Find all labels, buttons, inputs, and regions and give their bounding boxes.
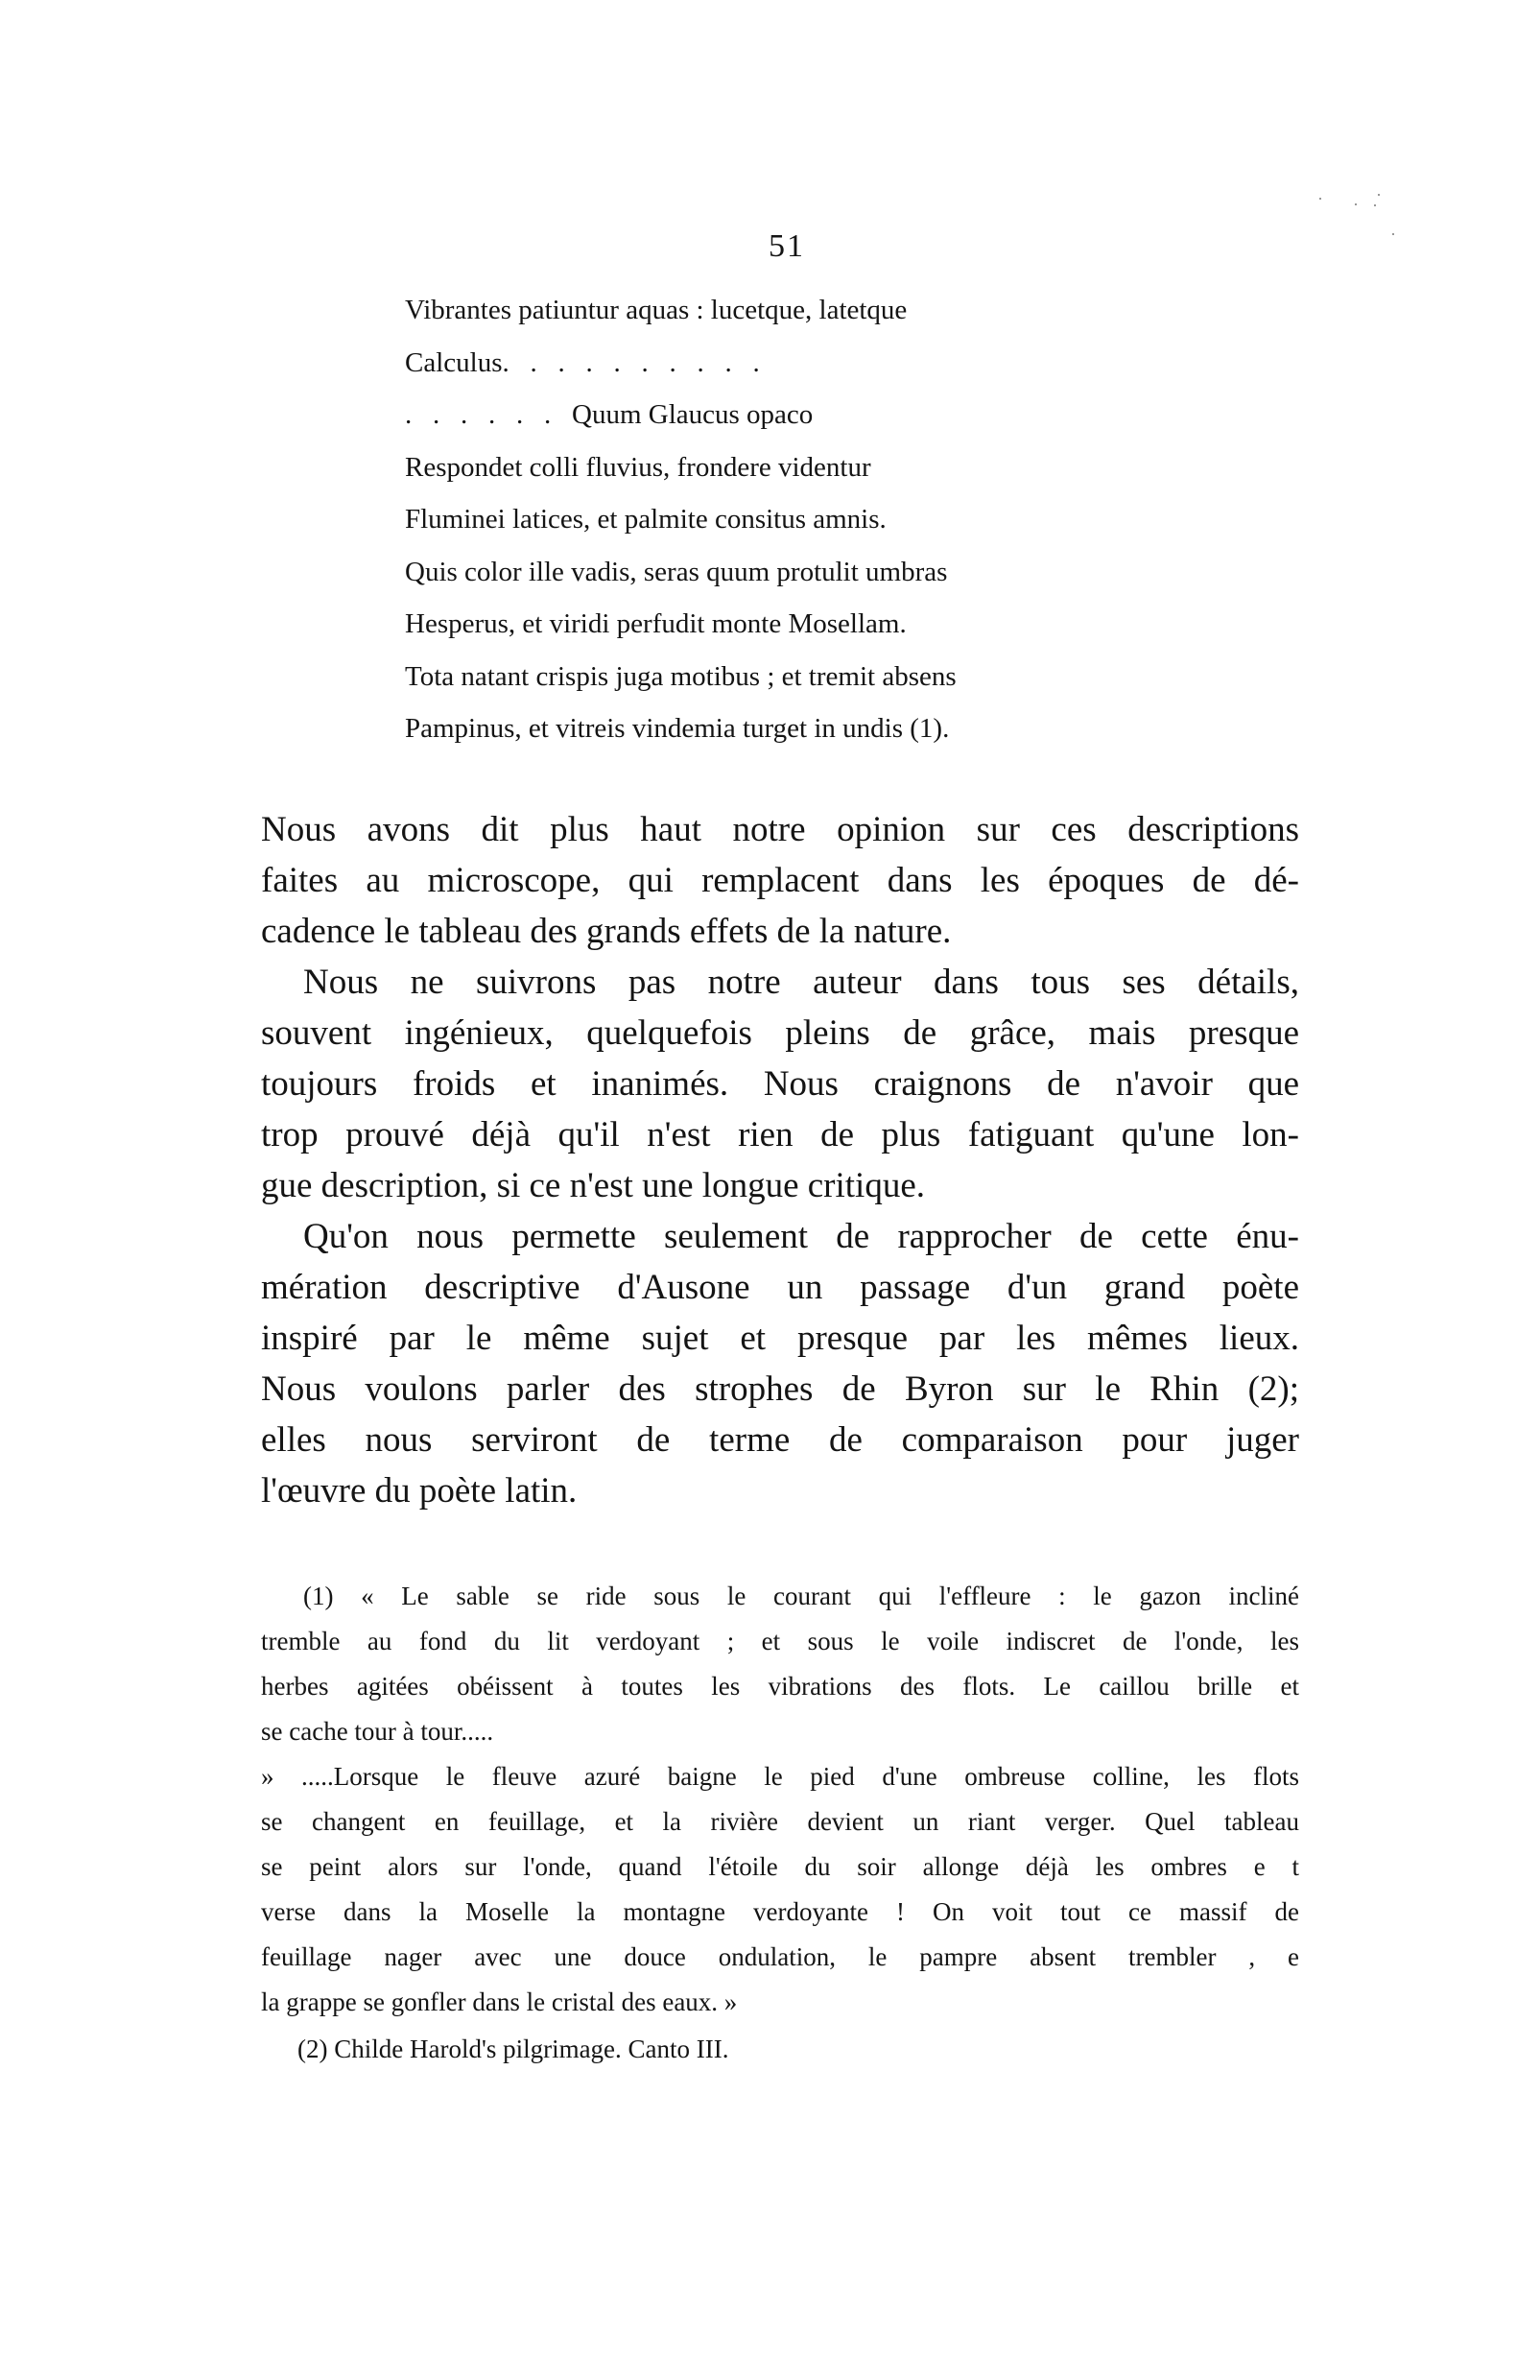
footnotes <box>261 1574 1299 2072</box>
footnote-line: se peint alors sur l'onde, quand l'étoile du soir allonge déjà les ombres e t <box>261 1852 1299 1881</box>
footnote-line: la grappe se gonfler dans le cristal des eaux. » <box>261 1987 738 2016</box>
footnote-line: (1) « Le sable se ride sous le courant qui l'effleure : le gazon incliné <box>303 1582 1299 1610</box>
text-line: Qu'on nous permette seulement de rapprocher de cette énu- <box>303 1217 1299 1256</box>
text-line: Nous voulons parler des strophes de Byron sur le Rhin (2); <box>261 1369 1299 1409</box>
paragraph-1 <box>261 804 1299 957</box>
scan-speck <box>1355 203 1357 205</box>
footnote-line: tremble au fond du lit verdoyant ; et sous le voile indiscret de l'onde, les <box>261 1627 1299 1655</box>
main-text <box>261 804 1299 1516</box>
text-line: mération descriptive d'Ausone un passage d'un grand poète <box>261 1268 1299 1307</box>
scan-speck <box>1378 194 1380 196</box>
verse-line: Calculus. . . . . . . . . . <box>405 346 760 378</box>
text-line: gue description, si ce n'est une longue critique. <box>261 1166 925 1205</box>
text-line: faites au microscope, qui remplacent dans les époques de dé- <box>261 861 1299 900</box>
verse-line: Respondet colli fluvius, frondere videntur <box>405 451 871 483</box>
verse-line: Vibrantes patiuntur aquas : lucetque, latetque <box>405 295 908 325</box>
text-line: inspiré par le même sujet et presque par les mêmes lieux. <box>261 1319 1299 1358</box>
scan-speck <box>1319 198 1321 200</box>
footnote-2: (2) Childe Harold's pilgrimage. Canto III. <box>297 2035 729 2063</box>
paragraph-2 <box>261 957 1299 1211</box>
verse-line: Quis color ille vadis, seras quum protulit umbras <box>405 556 948 587</box>
footnote-line: herbes agitées obéissent à toutes les vibrations des flots. Le caillou brille et <box>261 1672 1299 1701</box>
scan-speck <box>1392 233 1394 235</box>
paragraph-3 <box>261 1211 1299 1516</box>
text-line: souvent ingénieux, quelquefois pleins de grâce, mais presque <box>261 1013 1299 1053</box>
verse-line: Tota natant crispis juga motibus ; et tremit absens <box>405 660 957 692</box>
text-line: cadence le tableau des grands effets de la nature. <box>261 912 952 951</box>
footnote-line: verse dans la Moselle la montagne verdoyante ! On voit tout ce massif de <box>261 1897 1299 1926</box>
text-line: Nous avons dit plus haut notre opinion sur ces descriptions <box>261 810 1299 849</box>
text-line: l'œuvre du poète latin. <box>261 1471 578 1511</box>
verse-line: Pampinus, et vitreis vindemia turget in undis (1). <box>405 713 950 744</box>
text-line: trop prouvé déjà qu'il n'est rien de plus fatiguant qu'une lon- <box>261 1115 1299 1154</box>
text-line: toujours froids et inanimés. Nous craignons de n'avoir que <box>261 1064 1299 1104</box>
page-number: 51 <box>769 228 805 264</box>
footnote-line: » .....Lorsque le fleuve azuré baigne le pied d'une ombreuse colline, les flots <box>261 1762 1299 1791</box>
verse-line: Hesperus, et viridi perfudit monte Mosellam. <box>405 608 907 639</box>
verse-line: Fluminei latices, et palmite consitus amnis. <box>405 504 887 535</box>
latin-verse-quotation <box>405 284 1173 755</box>
text-line: Nous ne suivrons pas notre auteur dans tous ses détails, <box>303 963 1299 1002</box>
footnote-line: feuillage nager avec une douce ondulation, le pampre absent trembler , e <box>261 1942 1299 1971</box>
footnote-1 <box>261 1574 1299 2025</box>
footnote-line: se changent en feuillage, et la rivière devient un riant verger. Quel tableau <box>261 1807 1299 1836</box>
verse-line: . . . . . . Quum Glaucus opaco <box>405 399 814 430</box>
footnote-line: se cache tour à tour..... <box>261 1717 494 1746</box>
scan-speck <box>1374 204 1376 206</box>
text-line: elles nous serviront de terme de comparaison pour juger <box>261 1420 1299 1460</box>
